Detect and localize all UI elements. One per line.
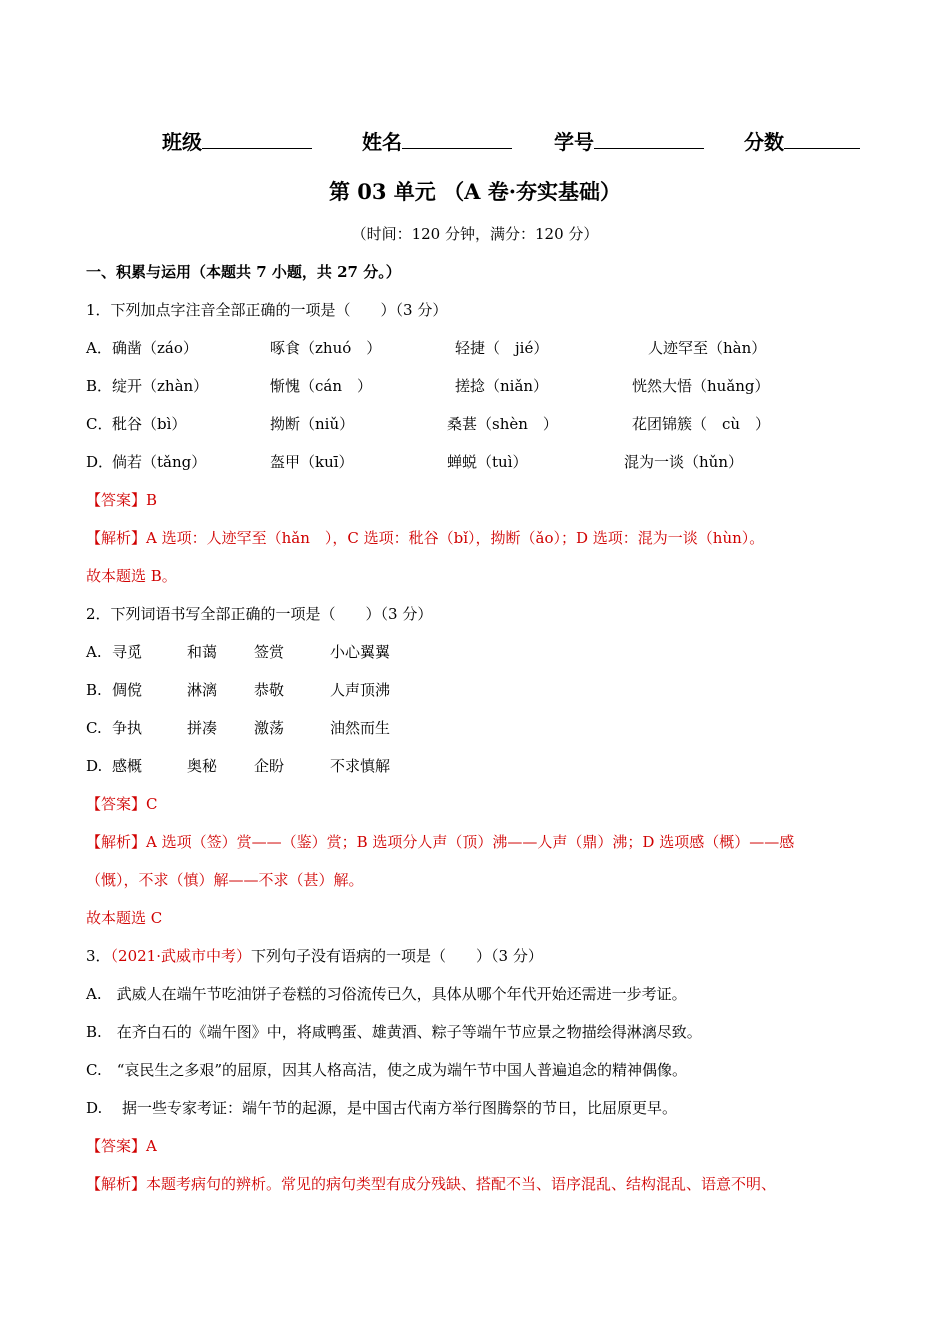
option-item: 拼凑 <box>187 719 218 737</box>
analysis-label: 【解析】 <box>86 833 147 851</box>
q2-option-b[interactable] <box>86 680 102 700</box>
option-item: 确凿（záo） <box>112 339 198 357</box>
q1-option-b[interactable] <box>86 376 112 396</box>
analysis-text: 本题考病句的辨析。常见的病句类型有成分残缺、搭配不当、语序混乱、结构混乱、语意不明、 <box>146 1175 777 1193</box>
page-title: 第 03 单元 （A 卷·夯实基础） <box>328 179 622 204</box>
section-heading: 一、积累与运用（本题共 7 小题，共 27 分。） <box>86 263 401 281</box>
option-item: 和蔼 <box>187 643 218 661</box>
option-item: 激荡 <box>254 719 285 737</box>
class-label: 班级 <box>162 130 202 154</box>
q3-option-d[interactable]: D. 据一些专家考证：端午节的起源，是中国古代南方举行图腾祭的节日，比屈原更早。 <box>86 1099 678 1117</box>
question-number: 3． <box>86 947 111 965</box>
option-item: 签赏 <box>254 643 285 661</box>
option-letter: D. <box>86 757 103 775</box>
option-item: 油然而生 <box>330 719 391 737</box>
option-letter: A． <box>86 339 112 357</box>
option-item: 搓捻（niǎn） <box>455 377 549 395</box>
exam-info: （时间：120 分钟，满分：120 分） <box>351 225 599 243</box>
option-letter: B. <box>86 681 102 699</box>
option-item: 倘若（tǎng） <box>112 453 207 471</box>
option-letter: A. <box>86 643 102 661</box>
option-item: 秕谷（bì） <box>112 415 187 433</box>
option-item: 企盼 <box>254 757 285 775</box>
q2-option-a[interactable] <box>86 642 102 662</box>
name-label: 姓名 <box>362 130 402 154</box>
q2-conclusion: 故本题选 C <box>86 909 163 927</box>
number-label: 学号 <box>554 130 594 154</box>
option-item: 绽开（zhàn） <box>112 377 209 395</box>
score-field[interactable] <box>744 128 860 155</box>
option-item: 寻觅 <box>112 643 143 661</box>
option-item: 蝉蜕（tuì） <box>447 453 528 471</box>
q3-answer: 【答案】A <box>86 1137 157 1155</box>
number-field[interactable] <box>554 128 704 155</box>
q2-analysis <box>86 832 794 852</box>
option-item: 淋漓 <box>187 681 218 699</box>
q3-stem <box>86 946 543 966</box>
question-source: （2021·武威市中考） <box>110 947 251 965</box>
analysis-text: A 选项：人迹罕至（hǎn ），C 选项：秕谷（bǐ），拗断（ǎo）；D 选项：混为一谈（hùn）。 <box>146 529 765 547</box>
option-item: 奥秘 <box>187 757 218 775</box>
q1-conclusion: 故本题选 B。 <box>86 567 177 585</box>
option-item: 盔甲（kuī） <box>270 453 354 471</box>
analysis-label: 【解析】 <box>86 529 147 547</box>
option-item: 花团锦簇（ cù ） <box>632 415 771 433</box>
class-field[interactable] <box>162 128 312 155</box>
option-letter: C. <box>86 719 102 737</box>
q3-option-b[interactable]: B. 在齐白石的《端午图》中，将咸鸭蛋、雄黄酒、粽子等端午节应景之物描绘得淋漓尽致。 <box>86 1023 702 1041</box>
name-blank[interactable] <box>402 128 512 149</box>
option-item: 感概 <box>112 757 143 775</box>
option-item: 拗断（niǔ） <box>270 415 355 433</box>
analysis-text: A 选项（签）赏——（鉴）赏；B 选项分人声（顶）沸——人声（鼎）沸；D 选项感（概）——感 <box>146 833 795 851</box>
class-blank[interactable] <box>202 128 312 149</box>
option-letter: C． <box>86 415 113 433</box>
question-text: 下列句子没有语病的一项是（ ）（3 分） <box>251 947 543 965</box>
score-blank[interactable] <box>784 128 860 149</box>
q2-option-c[interactable] <box>86 718 102 738</box>
option-item: 争执 <box>112 719 143 737</box>
option-item: 混为一谈（hǔn） <box>624 453 743 471</box>
q1-stem: 1．下列加点字注音全部正确的一项是（ ）（3 分） <box>86 301 448 319</box>
option-item: 桑葚（shèn ） <box>447 415 558 433</box>
q1-answer: 【答案】B <box>86 491 158 509</box>
option-item: 人迹罕至（hàn） <box>648 339 767 357</box>
option-letter: D． <box>86 453 114 471</box>
option-item: 恍然大悟（huǎng） <box>632 377 770 395</box>
analysis-label: 【解析】 <box>86 1175 147 1193</box>
option-letter: B． <box>86 377 113 395</box>
q1-option-c[interactable] <box>86 414 112 434</box>
option-item: 惭愧（cán ） <box>270 377 373 395</box>
q2-answer: 【答案】C <box>86 795 158 813</box>
q1-option-a[interactable] <box>86 338 112 358</box>
option-item: 恭敬 <box>254 681 285 699</box>
q3-analysis <box>86 1174 776 1194</box>
score-label: 分数 <box>744 130 784 154</box>
option-item: 人声顶沸 <box>330 681 391 699</box>
name-field[interactable] <box>362 128 512 155</box>
q2-stem: 2．下列词语书写全部正确的一项是（ ）（3 分） <box>86 605 433 623</box>
option-item: 啄食（zhuó ） <box>270 339 382 357</box>
number-blank[interactable] <box>594 128 704 149</box>
option-item: 倜傥 <box>112 681 143 699</box>
q3-option-a[interactable]: A. 武威人在端午节吃油饼子卷糕的习俗流传已久，具体从哪个年代开始还需进一步考证。 <box>86 985 687 1003</box>
q1-option-d[interactable] <box>86 452 113 472</box>
q2-option-d[interactable] <box>86 756 102 776</box>
q2-analysis-cont: （慨），不求（慎）解——不求（甚）解。 <box>86 871 364 889</box>
option-item: 轻捷（ jié） <box>455 339 549 357</box>
option-item: 小心翼翼 <box>330 643 391 661</box>
q1-analysis <box>86 528 764 548</box>
option-item: 不求慎解 <box>330 757 391 775</box>
q3-option-c[interactable]: C. “哀民生之多艰”的屈原，因其人格高洁，使之成为端午节中国人普遍追念的精神偶像。 <box>86 1061 688 1079</box>
